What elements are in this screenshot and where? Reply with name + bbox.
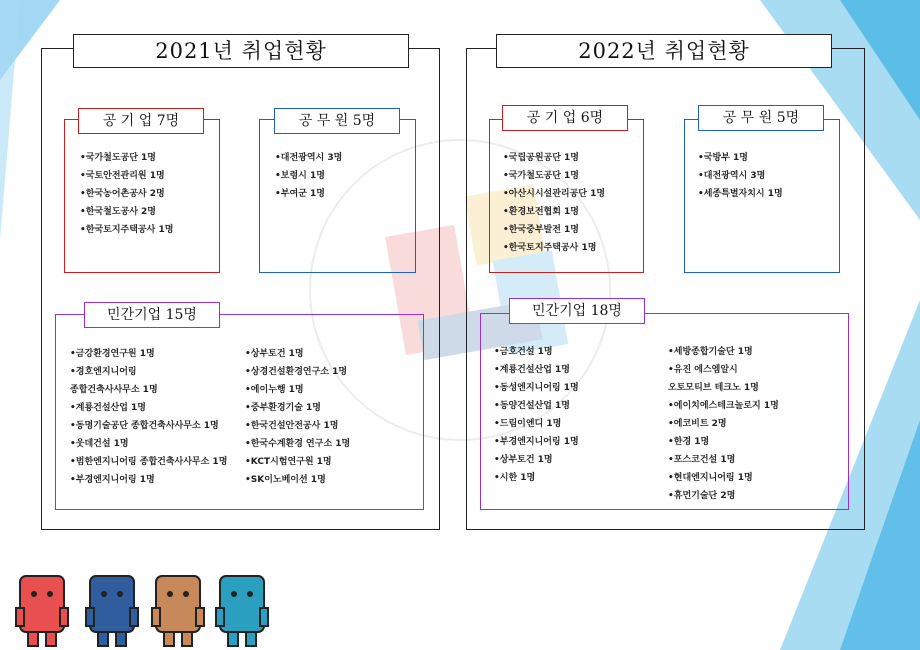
list-item: •상부토건 1명 (494, 455, 553, 465)
list-item: •유진 에스엠알시 (668, 365, 738, 375)
list-item: •금강환경연구원 1명 (70, 349, 155, 359)
list-item: •웃데건설 1명 (70, 439, 129, 449)
mascot-teal-icon (216, 576, 268, 646)
public-company-list (80, 149, 173, 239)
list-item: •범한엔지니어링 종합건축사사무소 1명 (70, 457, 228, 467)
private-company-list-col2 (245, 345, 350, 489)
list-item: •경호엔지니어링 (70, 367, 137, 377)
civil-servant-list (275, 149, 342, 203)
list-item: •에코비트 2명 (668, 419, 727, 429)
list-item: •국가철도공단 1명 (80, 153, 157, 163)
civil-servant-label: 공 무 원 5명 (698, 105, 824, 131)
private-company-list-col1 (494, 343, 579, 487)
public-company-list (503, 149, 605, 257)
list-item: •아산시시설관리공단 1명 (503, 189, 606, 199)
list-item: •에이치에스테크놀로지 1명 (668, 401, 779, 411)
public-company-label: 공 기 업 6명 (502, 105, 628, 131)
list-item: •계룡건설산업 1명 (494, 365, 571, 375)
private-company-list-col1 (70, 345, 227, 489)
panel-title: 2022년 취업현황 (496, 34, 832, 68)
public-company-label: 공 기 업 7명 (78, 108, 204, 134)
civil-servant-label: 공 무 원 5명 (274, 108, 400, 134)
list-item: •동명기술공단 종합건축사사무소 1명 (70, 421, 219, 431)
list-item: •한국철도공사 2명 (80, 207, 157, 217)
list-item: •상경건설환경연구소 1명 (245, 367, 348, 377)
list-item: •국토안전관리원 1명 (80, 171, 165, 181)
list-item: •부여군 1명 (275, 189, 325, 199)
list-item: •국가철도공단 1명 (503, 171, 580, 181)
list-item: •계룡건설산업 1명 (70, 403, 147, 413)
list-item: •동양건설산업 1명 (494, 401, 571, 411)
list-item: •휴먼기술단 2명 (668, 491, 736, 501)
list-item: •동성엔지니어링 1명 (494, 383, 579, 393)
list-item: •대전광역시 3명 (698, 171, 766, 181)
list-item: •대전광역시 3명 (275, 153, 343, 163)
list-item: •한국수계환경 연구소 1명 (245, 439, 351, 449)
list-item: •현대엔지니어링 1명 (668, 473, 753, 483)
list-item: •KCT시험연구원 1명 (245, 457, 332, 467)
list-item: •국방부 1명 (698, 153, 748, 163)
list-item: •SK이노베이션 1명 (245, 475, 326, 485)
list-item: •드림이엔디 1명 (494, 419, 562, 429)
list-item: •에이누행 1명 (245, 385, 304, 395)
list-item: •한국농어촌공사 2명 (80, 189, 165, 199)
list-item: •시한 1명 (494, 473, 536, 483)
list-item: •국립공원공단 1명 (503, 153, 580, 163)
list-item: •보령시 1명 (275, 171, 325, 181)
list-item: •금호건설 1명 (494, 347, 553, 357)
list-item: •세방종합기술단 1명 (668, 347, 753, 357)
list-item: •중부환경기술 1명 (245, 403, 322, 413)
list-item: •상부토건 1명 (245, 349, 304, 359)
list-item: •부경엔지니어링 1명 (494, 437, 579, 447)
mascot-brown-icon (152, 576, 204, 646)
list-item: •한국중부발전 1명 (503, 225, 580, 235)
list-item: 종합건축사사무소 1명 (70, 385, 158, 395)
panel-title: 2021년 취업현황 (73, 34, 409, 68)
mascot-characters (14, 570, 274, 650)
mascot-navy-icon (86, 576, 138, 646)
list-item: •부경엔지니어링 1명 (70, 475, 155, 485)
list-item: •세종특별자치시 1명 (698, 189, 783, 199)
private-company-label: 민간기업 15명 (84, 302, 220, 328)
list-item: •한국토지주택공사 1명 (503, 243, 597, 253)
private-company-label: 민간기업 18명 (509, 298, 645, 324)
list-item: •포스코건설 1명 (668, 455, 736, 465)
mascot-red-icon (16, 576, 68, 646)
list-item: 오토모티브 테크노 1명 (668, 383, 759, 393)
civil-servant-list (698, 149, 783, 203)
list-item: •환경보전협회 1명 (503, 207, 580, 217)
list-item: •한경 1명 (668, 437, 710, 447)
list-item: •한국건설안전공사 1명 (245, 421, 339, 431)
list-item: •한국토지주택공사 1명 (80, 225, 174, 235)
private-company-list-col2 (668, 343, 779, 505)
